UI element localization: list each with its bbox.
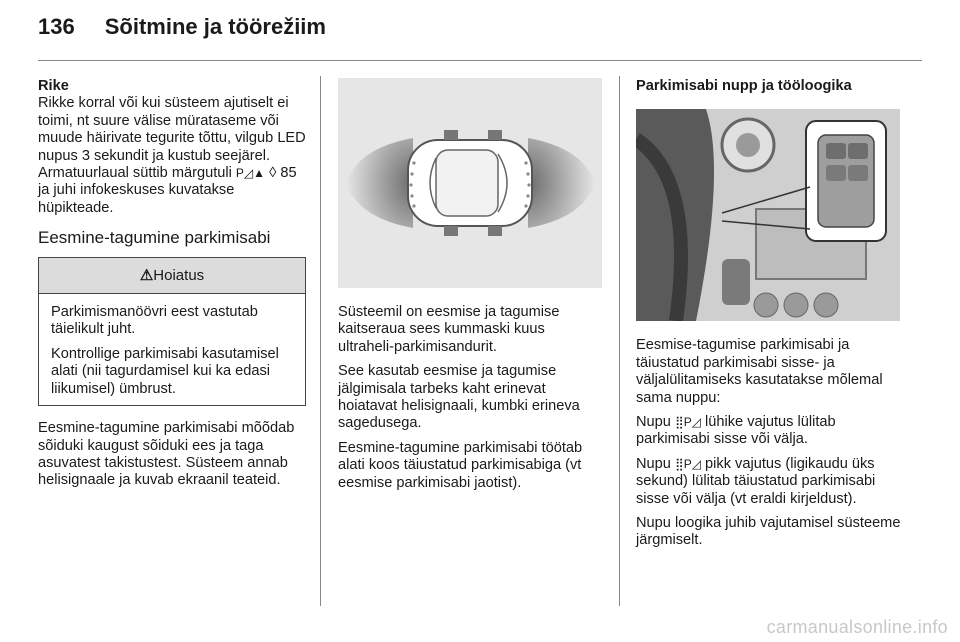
warning-body (39, 294, 305, 398)
warning-text-1: Parkimismanöövri eest vastutab täielikult juht. (51, 304, 258, 338)
paragraph-3-text: pikk vajutus (ligikaudu üks sekund) lülitab täiustatud parkimisabi sisse või välja (vt eraldi kirjeldust). (636, 455, 876, 507)
dashboard-button-photo (636, 109, 900, 321)
paragraph-3: Eesmine-tagumine parkimisabi töötab alati koos täiustatud parkimisabiga (vt eesmise parkimisabi jaotist). (338, 439, 583, 491)
warning-box (38, 257, 306, 406)
section-body: Eesmine-tagumine parkimisabi mõõdab sõiduki kaugust sõiduki ees ja taga asuvatest takistustest. Süsteem annab helisignaale ja kuvab ekraanil teateid. (38, 420, 295, 489)
paragraph-4: Nupu loogika juhib vajutamisel süsteeme järgmiselt. (636, 515, 901, 549)
page-number: 136 (38, 14, 75, 39)
parking-button-icon: ⣿P◿ (674, 415, 701, 430)
paragraph-3-prefix: Nupu (636, 455, 671, 472)
footer-watermark: carmanualsonline.info (766, 617, 948, 637)
fault-reference: ◊ 85 ja juhi infokeskuses kuvatakse hüpikteade. (38, 165, 297, 216)
column-3 (636, 78, 908, 557)
paragraph-2-text: lühike vajutus lülitab parkimisabi sisse või välja. (636, 414, 836, 448)
section-heading: Eesmine-tagumine parkimisabi (38, 228, 271, 248)
column-1 (38, 78, 306, 497)
parking-warning-icon: P◿▲ (235, 166, 266, 181)
paragraph-1: Eesmise-tagumise parkimisabi ja täiustatud parkimisabi sisse- ja väljalülitamiseks kasutatakse mõlemal sama nuppu: (636, 337, 883, 406)
dashboard-icon (636, 109, 900, 321)
paragraph-1: Süsteemil on eesmise ja tagumise kaitseraua sees kummaski kuus ultraheli-parkimisandurit. (338, 304, 560, 355)
warning-title: Hoiatus (153, 266, 205, 284)
warning-text-2: Kontrollige parkimisabi kasutamisel alati (nii tagurdamisel kui ka edasi liikumisel) ümbrust. (51, 345, 279, 397)
car-top-view-icon (338, 78, 602, 288)
column-2 (338, 78, 604, 499)
paragraph-2-prefix: Nupu (636, 414, 671, 431)
column-divider-2 (619, 76, 620, 606)
fault-title: Rike (38, 78, 69, 94)
column-divider-1 (320, 76, 321, 606)
page-header (38, 14, 326, 40)
fault-text: Rikke korral või kui süsteem ajutiselt ei toimi, nt suure välise mürataseme või muude häirivate tegurite tõttu, vilgub LED nupus 3 sekundit ja kustub seejärel. Armatuurlaual süttib märgutuli (38, 95, 306, 182)
warning-triangle-icon: ⚠ (139, 266, 154, 284)
header-divider (38, 60, 922, 61)
sensor-range-illustration (338, 78, 602, 288)
page-title: Sõitmine ja töörežiim (104, 14, 326, 39)
warning-header (39, 258, 305, 294)
column-heading: Parkimisabi nupp ja tööloogika (636, 78, 852, 94)
paragraph-2: See kasutab eesmise ja tagumise jälgimisala tarbeks kaht erinevat hoiatavat helisignaali, kumbki erineva sagedusega. (338, 363, 580, 432)
parking-button-icon: ⣿P◿ (674, 456, 701, 471)
